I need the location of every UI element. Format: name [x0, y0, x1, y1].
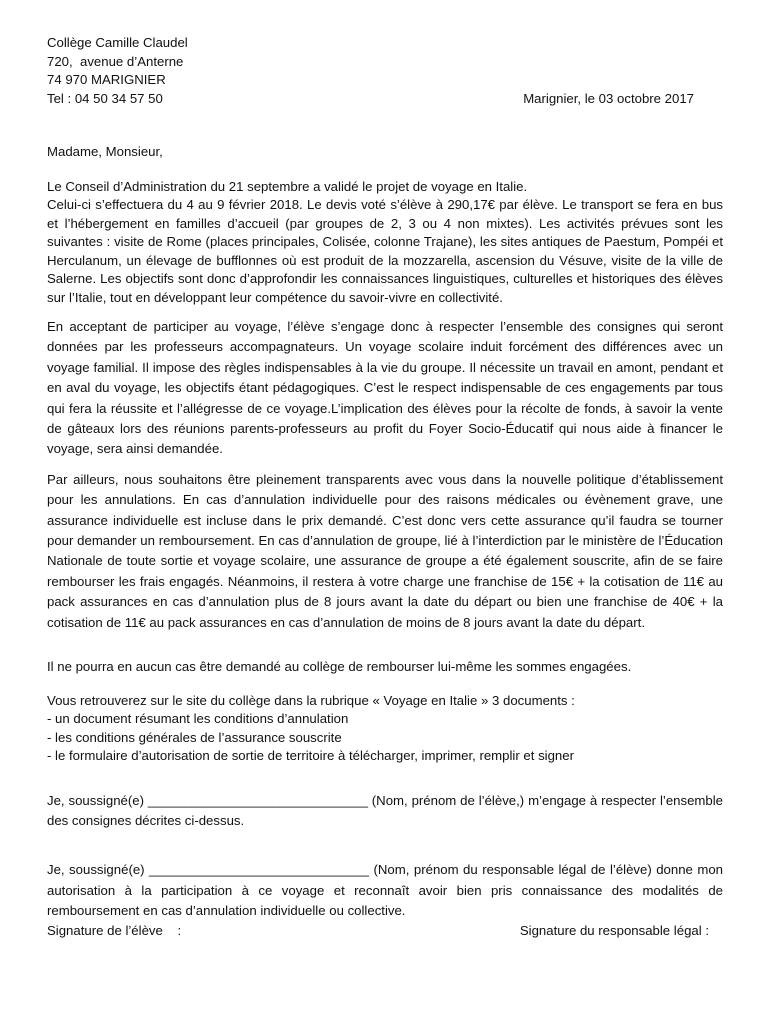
- paragraph-trip-details: [47, 178, 723, 308]
- documents-section: [47, 692, 723, 766]
- signature-row: [47, 922, 723, 941]
- phone-date-row: [47, 90, 723, 109]
- letter-page: [47, 34, 723, 940]
- sender-school-name: Collège Camille Claudel: [47, 35, 188, 50]
- sender-street: 720, avenue d’Anterne: [47, 53, 184, 69]
- documents-list: [47, 710, 723, 766]
- letter-date: Marignier, le 03 octobre 2017: [523, 90, 694, 106]
- student-pledge: Je, soussigné(e) ______________________________ (Nom, prénom de l’élève,) m’engage à respecter l’ensemble des consignes décrites ci-dessus.: [47, 792, 723, 828]
- paragraph-commitments: En acceptant de participer au voyage, l’élève s’engage donc à respecter l’ensemble des consignes qui seront données par les professeurs accompagnateurs. Un voyage scolaire induit forcément des différences avec un voyage familial. Il impose des règles indispensables à la vie du groupe. Il nécessite un travail en amont, pendant et en aval du voyage, les objectifs étant pédagogiques. C’est le respect indispensable de ces engagements par tous qui fera la réussite et l’allégresse de ce voyage.L’implication des élèves pour la récolte de fonds, à savoir la vente de gâteaux lors des réunions parents-professeurs au profit du Foyer Socio-Éducatif qui nous aide à financer le voyage, sera ainsi demandée.: [47, 319, 723, 457]
- guardian-signature-label: Signature du responsable légal :: [519, 922, 709, 938]
- paragraph-trip-validation: Le Conseil d’Administration du 21 septembre a validé le projet de voyage en Italie.: [47, 178, 528, 194]
- list-item: - le formulaire d’autorisation de sortie de territoire à télécharger, imprimer, remplir et signer: [47, 748, 574, 764]
- list-item: - les conditions générales de l’assurance souscrite: [47, 729, 342, 745]
- paragraph-trip-program: Celui-ci s’effectuera du 4 au 9 février 2018. Le devis voté s’élève à 290,17€ par élève. Le transport se fera en bus et l’hébergement en familles d’accueil (par groupes de 2, 3 ou 4 non mixtes). Les activités prévues sont les suivantes : visite de Rome (places principales, Colisée, colonne Trajane), les sites antiques de Paestum, Pompéi et Herculanum, un élevage de bufflonnes où est produit de la mozzarella, ascension du Vésuve, visite de la ville de Salerne. Les objectifs sont donc d’approfondir les connaissances linguistiques, culturelles et historiques des élèves sur l’Italie, tout en développant leur compétence du savoir-vivre en collectivité.: [47, 197, 723, 305]
- student-signature-label: Signature de l’élève :: [47, 922, 182, 938]
- paragraph-cancellation: Par ailleurs, nous souhaitons être pleinement transparents avec vous dans la nouvelle politique d’établissement pour les annulations. En cas d’annulation individuelle pour des raisons médicales ou évènement grave, une assurance individuelle est incluse dans le prix demandé. C’est donc vers cette assurance qu’il faudra se tourner pour demander un remboursement. En cas d’annulation de groupe, lié à l’interdiction par le ministère de l’Éducation Nationale de toute sortie et voyage scolaire, une assurance de groupe a été également souscrite, afin de se faire rembourser les frais engagés. Néanmoins, il restera à votre charge une franchise de 15€ + la cotisation de 11€ au pack assurances en cas d’annulation plus de 8 jours avant la date du départ ou bien une franchise de 40€ + la cotisation de 11€ au pack assurances en cas d’annulation de moins de 8 jours avant la date du départ.: [47, 471, 723, 630]
- sender-phone: Tel : 04 50 34 57 50: [47, 90, 163, 106]
- paragraph-no-refund: Il ne pourra en aucun cas être demandé au collège de rembourser lui-même les sommes engagées.: [47, 659, 632, 675]
- sender-city: 74 970 MARIGNIER: [47, 72, 166, 87]
- list-item: - un document résumant les conditions d’annulation: [47, 711, 349, 727]
- guardian-pledge: Je, soussigné(e) ______________________________ (Nom, prénom du responsable légal de l’élève) donne mon autorisation à la participation à ce voyage et reconnaît avoir bien pris connaissance des modalités de remboursement en cas d’annulation individuelle ou collective.: [47, 862, 723, 919]
- paragraph-documents-intro: Vous retrouverez sur le site du collège dans la rubrique « Voyage en Italie » 3 documents :: [47, 692, 575, 708]
- sender-address: [47, 34, 723, 108]
- salutation: Madame, Monsieur,: [47, 144, 163, 159]
